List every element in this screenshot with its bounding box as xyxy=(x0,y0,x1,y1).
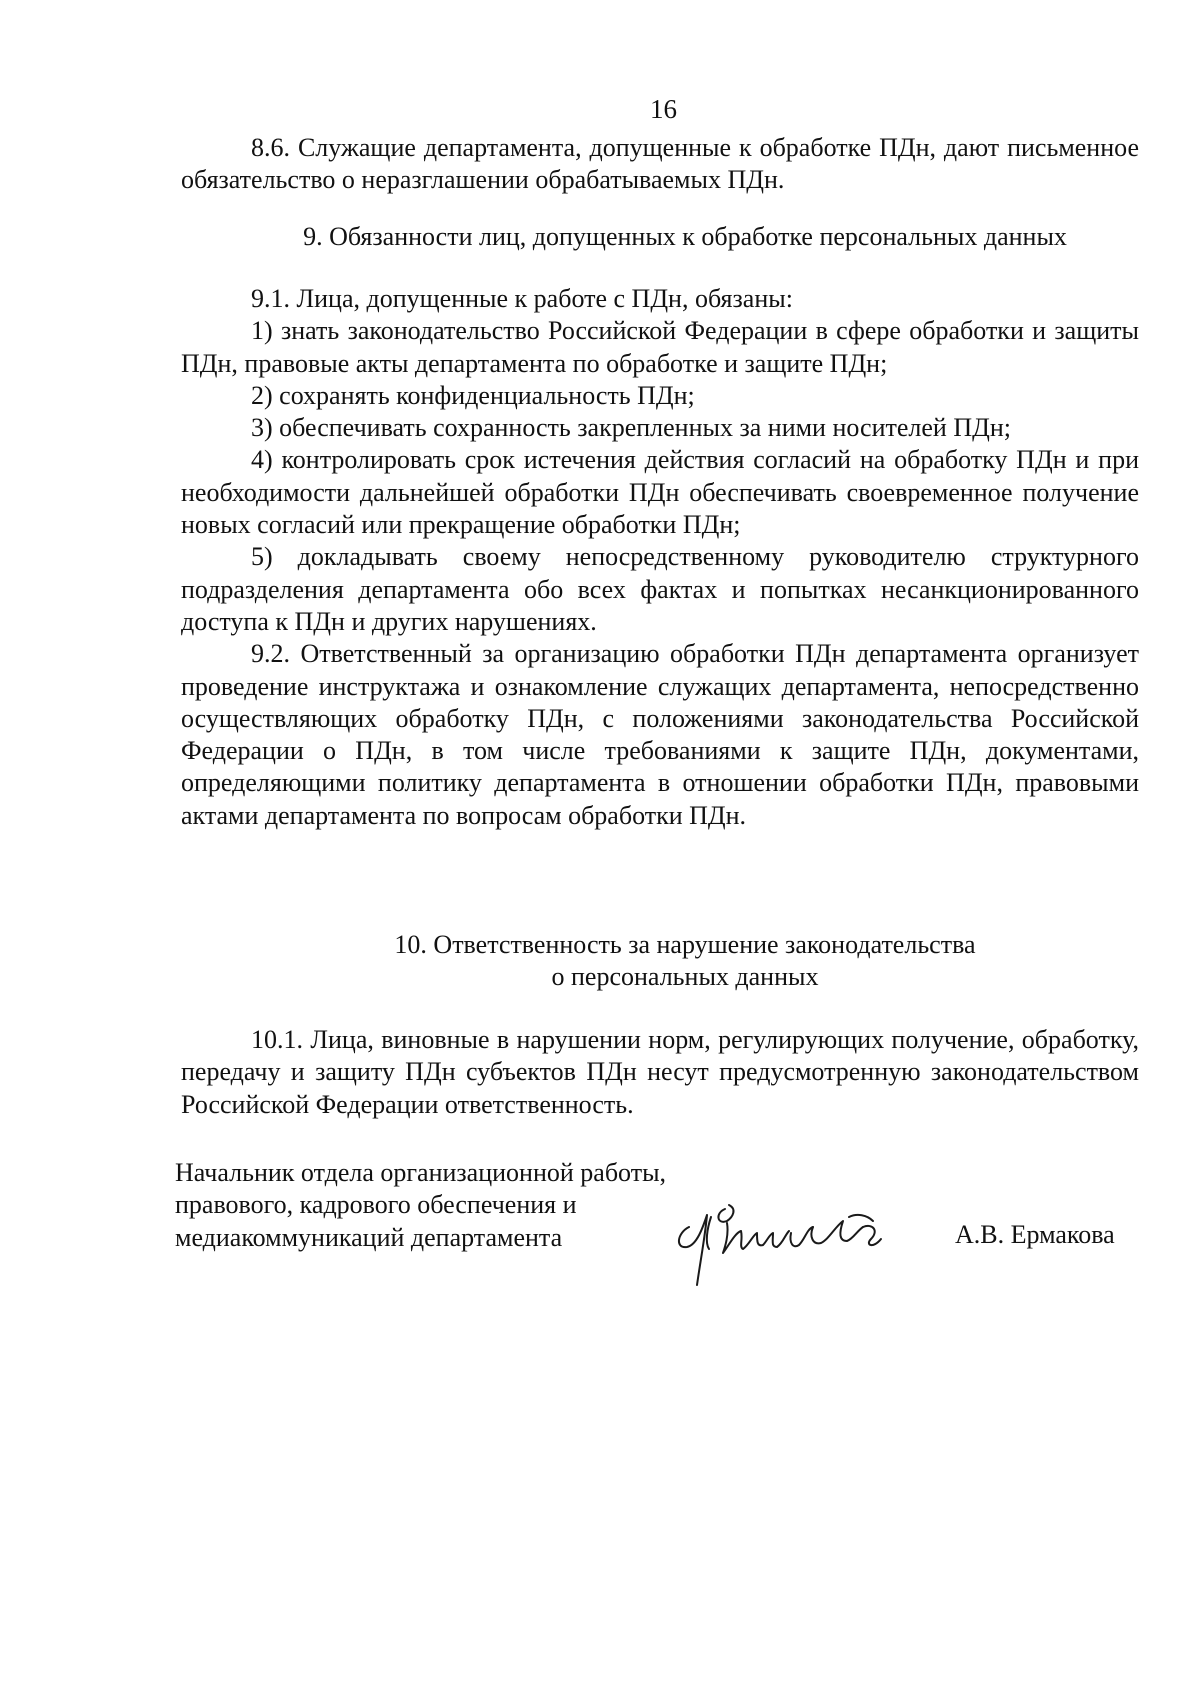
signatory-name: А.В. Ермакова xyxy=(955,1220,1115,1249)
section-9-heading: 9. Обязанности лиц, допущенных к обработке персональных данных xyxy=(303,222,1067,251)
section-10-heading-block xyxy=(181,929,1139,994)
paragraph-10-1: 10.1. Лица, виновные в нарушении норм, регулирующих получение, обработку, передачу и защиту ПДн субъектов ПДн несут предусмотренную законодательством Российской Федерации ответственность. xyxy=(181,1025,1139,1119)
signatory-title-line2: правового, кадрового обеспечения и xyxy=(175,1190,577,1220)
paragraph-9-1: 9.1. Лица, допущенные к работе с ПДн, обязаны: xyxy=(251,284,793,313)
paragraph-9-2: 9.2. Ответственный за организацию обработки ПДн департамента организует проведение инструктажа и ознакомление служащих департамента, непосредственно осуществляющих обработку ПДн, с положениями законодательства Российской Федерации о ПДн, в том числе требованиями к защите ПДн, документами, определяющими политику департамента в отношении обработки ПДн, правовыми актами департамента по вопросам обработки ПДн. xyxy=(181,639,1139,830)
paragraph-10-1-block xyxy=(181,1024,1139,1121)
section-9-body xyxy=(181,283,1139,832)
paragraph-8-6-block xyxy=(181,132,1139,197)
list-item-9-1-5: 5) докладывать своему непосредственному руководителю структурного подразделения департамента обо всех фактах и попытках несанкционированного доступа к ПДн и других нарушениях. xyxy=(181,542,1139,636)
list-item-9-1-4: 4) контролировать срок истечения действия согласий на обработку ПДн и при необходимости дальнейшей обработки ПДн обеспечивать своевременное получение новых согласий или прекращение обработки ПДн; xyxy=(181,445,1139,540)
page-number: 16 xyxy=(650,94,677,124)
list-item-9-1-3: 3) обеспечивать сохранность закрепленных за ними носителей ПДн; xyxy=(251,413,1011,443)
signatory-title-line1: Начальник отдела организационной работы, xyxy=(175,1158,667,1187)
signatory-title-line3: медиакоммуникаций департамента xyxy=(175,1222,563,1252)
signature-block xyxy=(175,1157,1135,1287)
list-item-9-1-1: 1) знать законодательство Российской Федерации в сфере обработки и защиты ПДн, правовые акты департамента по обработке и защите ПДн; xyxy=(181,316,1139,378)
signatory-title xyxy=(175,1157,666,1254)
section-10-heading-line1: 10. Ответственность за нарушение законодательства xyxy=(394,930,976,959)
list-item-9-1-2: 2) сохранять конфиденциальность ПДн; xyxy=(251,380,695,410)
section-10-heading-line2: о персональных данных xyxy=(551,962,819,992)
signature-mark xyxy=(667,1187,907,1287)
paragraph-8-6: 8.6. Служащие департамента, допущенные к обработке ПДн, дают письменное обязательство о неразглашении обрабатываемых ПДн. xyxy=(181,133,1139,195)
section-9-heading-block xyxy=(181,221,1139,253)
